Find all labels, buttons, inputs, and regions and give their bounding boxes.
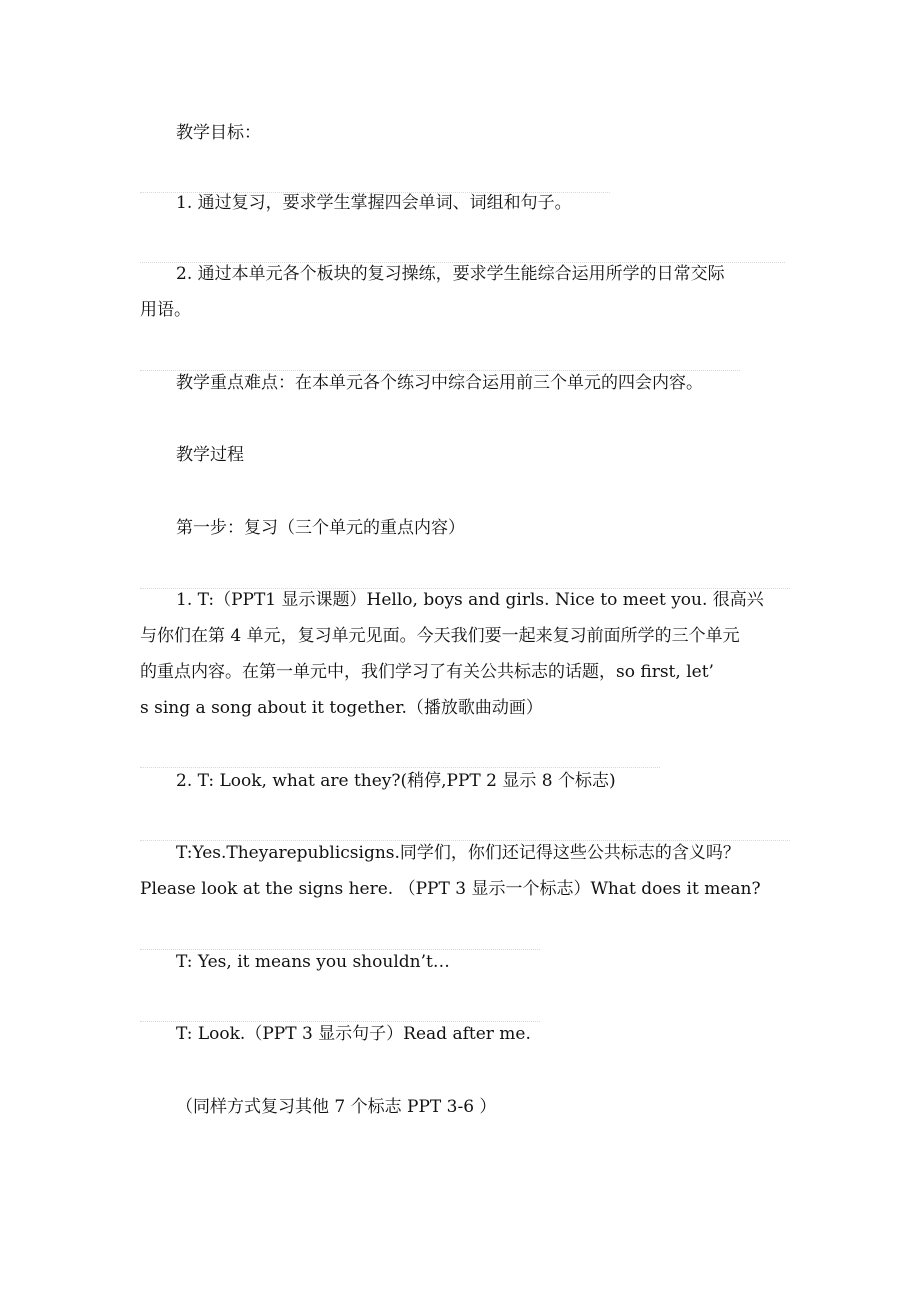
text-line: Please look at the signs here. （PPT 3 显示一个标志）What does it mean? <box>140 879 761 899</box>
text-line: 用语。 <box>140 300 191 320</box>
text-line: 的重点内容。在第一单元中，我们学习了有关公共标志的话题，so first, let’ <box>140 662 714 682</box>
paragraph-review-others <box>140 1089 800 1125</box>
paragraph-objective-1 <box>140 185 800 221</box>
text-line: 2. 通过本单元各个板块的复习操练，要求学生能综合运用所学的日常交际 <box>176 264 725 284</box>
text-line: 2. T: Look, what are they?(稍停,PPT 2 显示 8 个标志) <box>176 771 616 791</box>
paragraph-meaning <box>140 944 800 980</box>
text-line: 教学重点难点：在本单元各个练习中综合运用前三个单元的四会内容。 <box>176 373 703 393</box>
text-line: T: Yes, it means you shouldn’t… <box>176 952 450 972</box>
paragraph-objectives-heading <box>140 115 800 151</box>
text-line: 教学目标： <box>176 123 261 143</box>
paragraph-public-signs <box>140 835 800 907</box>
text-line: 教学过程 <box>176 445 244 465</box>
text-line: 与你们在第 4 单元，复习单元见面。今天我们要一起来复习前面所学的三个单元 <box>140 626 740 646</box>
text-line: 1. 通过复习，要求学生掌握四会单词、词组和句子。 <box>176 193 572 213</box>
paragraph-item-2 <box>140 763 800 799</box>
paragraph-key-points <box>140 365 800 401</box>
paragraph-item-1 <box>140 582 800 726</box>
text-line: 1. T:（PPT1 显示课题）Hello, boys and girls. Nice to meet you. 很高兴 <box>176 590 764 610</box>
text-line: （同样方式复习其他 7 个标志 PPT 3-6 ） <box>176 1097 497 1117</box>
text-line: T:Yes.Theyarepublicsigns.同学们，你们还记得这些公共标志的含义吗？ <box>176 843 740 863</box>
paragraph-objective-2 <box>140 256 800 328</box>
text-line: s sing a song about it together.（播放歌曲动画） <box>140 698 543 718</box>
paragraph-process-heading <box>140 437 800 473</box>
paragraph-read-after <box>140 1016 800 1052</box>
text-line: T: Look.（PPT 3 显示句子）Read after me. <box>176 1024 531 1044</box>
text-line: 第一步：复习（三个单元的重点内容） <box>176 518 465 538</box>
paragraph-step-1 <box>140 510 800 546</box>
